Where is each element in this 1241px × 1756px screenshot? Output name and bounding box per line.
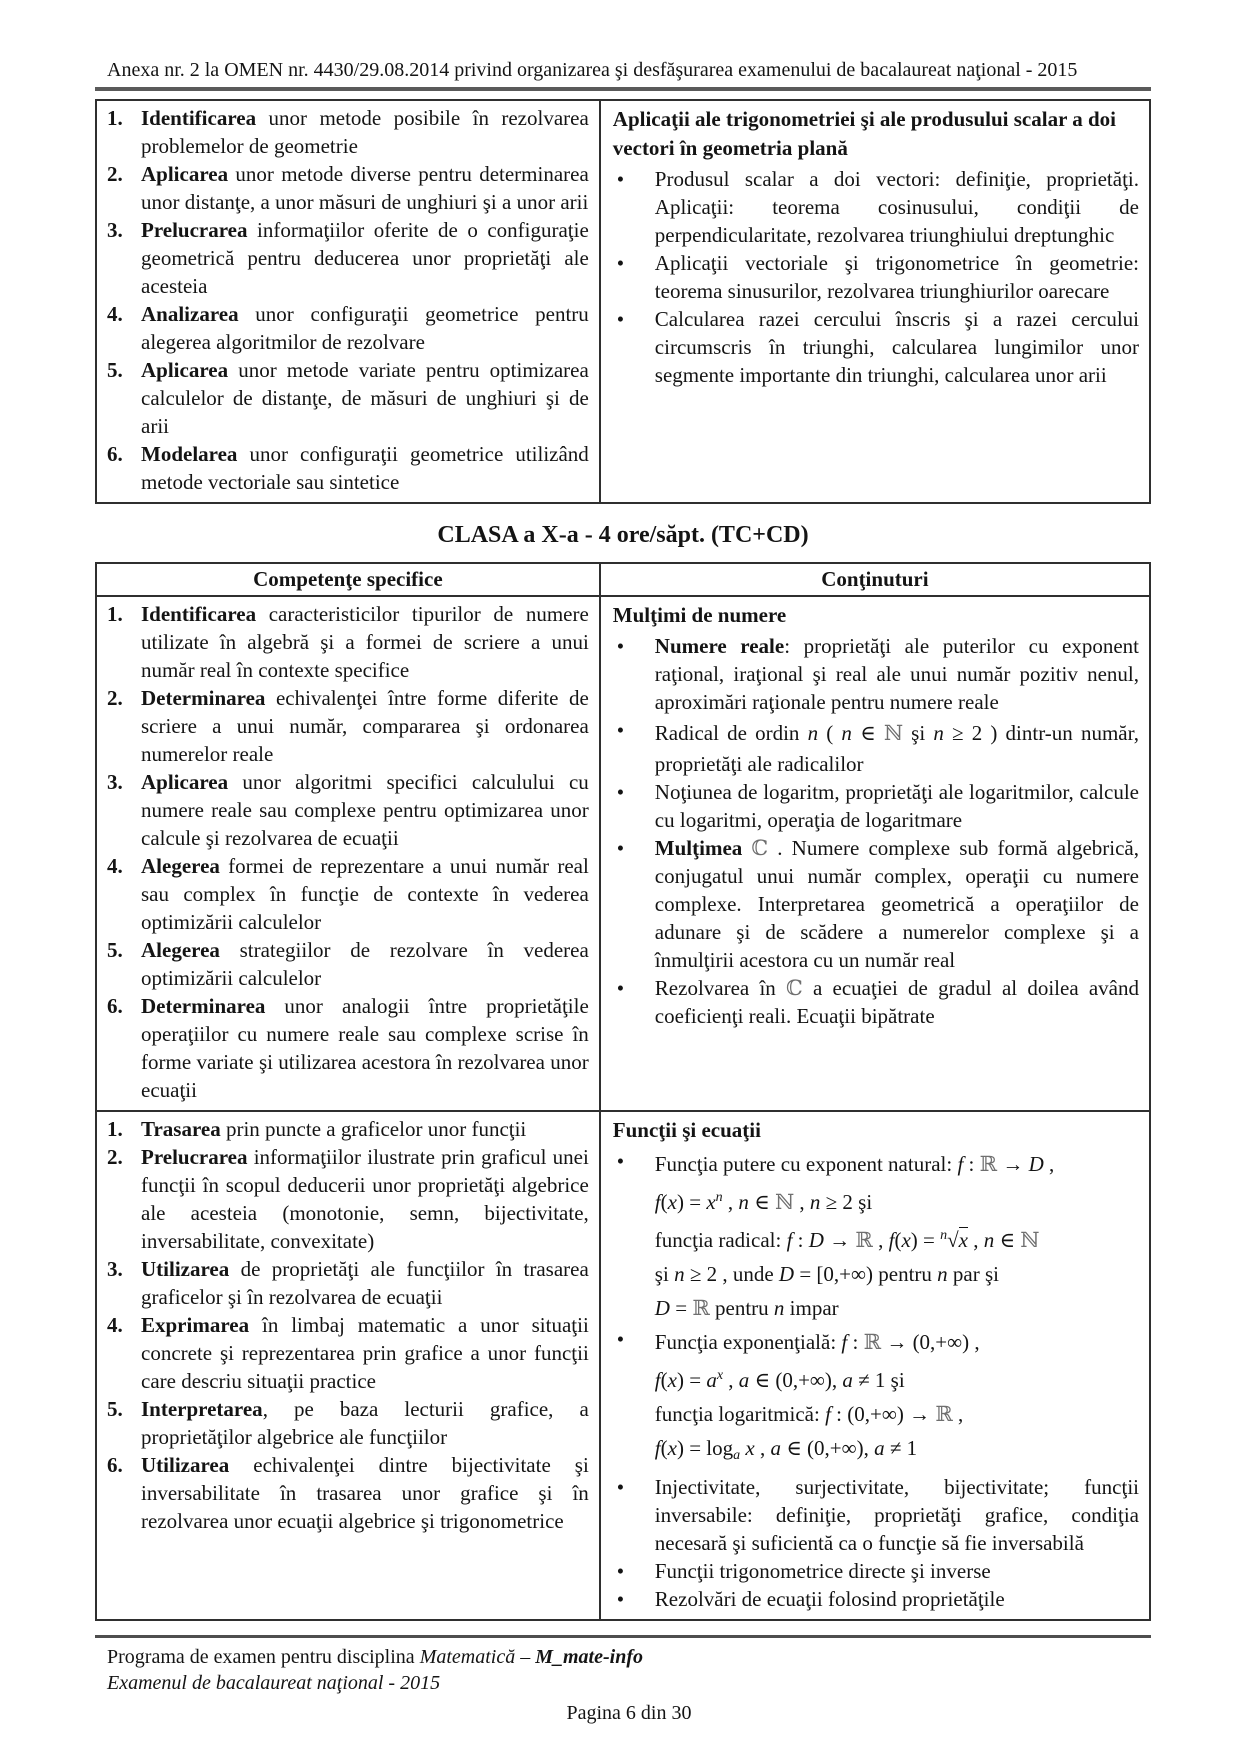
item-text: Prelucrarea informaţiilor oferite de o configuraţie geometrică pentru deducerea unor proprietăţi ale acesteia — [141, 218, 589, 298]
table-row — [96, 100, 1150, 503]
item-number: 1. — [107, 602, 123, 626]
bullet-item — [609, 716, 1141, 778]
item-number: 3. — [107, 1257, 123, 1281]
bullet-icon: • — [616, 1327, 625, 1351]
bullet-text: Aplicaţii vectoriale şi trigonometrice în geometrie: teorema sinusurilor, rezolvarea triunghiurilor oarecare — [654, 251, 1139, 303]
bullet-item — [609, 632, 1141, 716]
item-text: Determinarea unor analogii între proprietăţile operaţiilor cu numere reale sau complexe scrise în forme variate şi utilizarea acestora în rezolvarea unor ecuaţii — [141, 994, 589, 1102]
column-header-contents: Conţinuturi — [600, 563, 1150, 596]
bullet-item — [609, 305, 1141, 389]
item-number: 4. — [107, 1313, 123, 1337]
list-item — [105, 356, 591, 440]
list-item — [105, 104, 591, 160]
item-number: 5. — [107, 938, 123, 962]
item-number: 6. — [107, 994, 123, 1018]
list-item — [105, 216, 591, 300]
table-row — [96, 596, 1150, 1111]
item-number: 6. — [107, 1453, 123, 1477]
item-text: Identificarea caracteristicilor tipurilor de numere utilizate în algebră şi a formei de scriere a unui număr real în contexte specifice — [141, 602, 589, 682]
item-number: 3. — [107, 770, 123, 794]
list-item — [105, 1143, 591, 1255]
document-header — [95, 58, 1151, 91]
item-number: 1. — [107, 1117, 123, 1141]
bullet-text: Numere reale: proprietăţi ale puterilor cu exponent raţional, iraţional şi real ale unui număr pozitiv nenul, aproximări raţionale pentru numere reale — [654, 634, 1139, 714]
bullet-text: Radical de ordin n ( n ∈ ℕ şi n ≥ 2 ) dintr-un număr, proprietăţi ale radicalilor — [654, 721, 1139, 776]
item-text: Identificarea unor metode posibile în rezolvarea problemelor de geometrie — [141, 106, 589, 158]
item-text: Modelarea unor configuraţii geometrice utilizând metode vectoriale sau sintetice — [141, 442, 589, 494]
bullet-item — [609, 1473, 1141, 1557]
bullet-item — [609, 1557, 1141, 1585]
list-item — [105, 440, 591, 496]
list-item — [105, 768, 591, 852]
item-text: Exprimarea în limbaj matematic a unor situaţii concrete şi reprezentarea prin grafice a unor funcţii care descriu situaţii practice — [141, 1313, 589, 1393]
item-text: Trasarea prin puncte a graficelor unor funcţii — [141, 1117, 527, 1141]
bullet-icon: • — [616, 780, 625, 804]
list-item — [105, 1311, 591, 1395]
competences-cell — [96, 1111, 600, 1620]
header-text: Anexa nr. 2 la OMEN nr. 4430/29.08.2014 privind organizarea şi desfăşurarea examenului de bacalaureat naţional - 2015 — [107, 59, 1078, 81]
footer-program-line: Programa de examen pentru disciplina Matematică – M_mate-info — [107, 1646, 643, 1668]
bullet-text: Noţiunea de logaritm, proprietăţi ale logaritmilor, calcule cu logaritmi, operaţia de logaritmare — [654, 780, 1139, 832]
bullet-item — [609, 1585, 1141, 1613]
list-item — [105, 1395, 591, 1451]
bullet-icon: • — [616, 976, 625, 1000]
bullet-text: Calcularea razei cercului înscris şi a razei cercului circumscris în triunghi, calcularea lungimilor unor segmente importante din triunghi, calcularea unor arii — [654, 307, 1139, 387]
item-text: Interpretarea, pe baza lecturii grafice, a proprietăţilor algebrice ale funcţiilor — [141, 1397, 589, 1449]
item-number: 4. — [107, 302, 123, 326]
item-text: Analizarea unor configuraţii geometrice pentru alegerea algoritmilor de rezolvare — [141, 302, 589, 354]
contents-cell — [600, 100, 1150, 503]
content-section-title: Funcţii şi ecuaţii — [612, 1118, 761, 1142]
item-text: Aplicarea unor metode diverse pentru determinarea unor distanţe, a unor măsuri de unghiuri şi a unor arii — [141, 162, 589, 214]
footer-exam-line: Examenul de bacalaureat naţional - 2015 — [107, 1672, 441, 1694]
class-title: CLASA a X-a - 4 ore/săpt. (TC+CD) — [437, 522, 809, 548]
list-item — [105, 936, 591, 992]
competences-cell — [96, 596, 600, 1111]
item-number: 2. — [107, 686, 123, 710]
bullet-icon: • — [616, 634, 625, 658]
bullet-text: Rezolvarea în ℂ a ecuaţiei de gradul al doilea având coeficienţi reali. Ecuaţii bipătrate — [654, 976, 1140, 1028]
bullet-item — [609, 1147, 1141, 1325]
bullet-icon: • — [616, 836, 625, 860]
item-number: 1. — [107, 106, 123, 130]
bullet-icon: • — [616, 1559, 625, 1583]
bullet-item — [609, 165, 1141, 249]
bullet-item — [609, 974, 1141, 1030]
item-number: 6. — [107, 442, 123, 466]
list-item — [105, 1255, 591, 1311]
item-number: 2. — [107, 1145, 123, 1169]
bullet-icon: • — [616, 1149, 625, 1173]
list-item — [105, 992, 591, 1104]
bullet-icon: • — [616, 251, 625, 275]
item-text: Alegerea strategiilor de rezolvare în vederea optimizării calculelor — [141, 938, 589, 990]
content-section-title: Aplicaţii ale trigonometriei şi ale produsului scalar a doi vectori în geometria plană — [612, 107, 1117, 160]
item-text: Alegerea formei de reprezentare a unui număr real sau complex în funcţie de contexte în vederea optimizării calculelor — [141, 854, 589, 934]
table-header-row — [96, 563, 1150, 596]
class-10-table — [95, 562, 1151, 1621]
item-number: 2. — [107, 162, 123, 186]
item-number: 5. — [107, 1397, 123, 1421]
bullet-icon: • — [616, 307, 625, 331]
bullet-text: Mulţimea ℂ . Numere complexe sub formă algebrică, conjugatul unui număr complex, operaţii cu numere complexe. Interpretarea geometrică a operaţiilor de adunare şi de scădere a numerelor complexe şi a înmulţirii acestora cu un număr real — [654, 836, 1139, 972]
bullet-text: Funcţia putere cu exponent natural: f : ℝ → D , $f(x) = x^n$ , n ∈ ℕ , n ≥ 2 şi funcţia radical: f : D → ℝ , f(x) = $^n$√x , n ∈ ℕ şi n ≥ 2 , unde D = [0,+∞) pentru n par şi D = ℝ pentru n impar — [654, 1152, 1055, 1320]
contents-cell — [600, 1111, 1150, 1620]
item-text: Aplicarea unor algoritmi specifici calculului cu numere reale sau complexe pentru optimizarea unor calcule şi rezolvarea de ecuaţii — [141, 770, 589, 850]
bullet-icon: • — [616, 167, 625, 191]
competences-cell — [96, 100, 600, 503]
content-section-title: Mulţimi de numere — [612, 603, 787, 627]
list-item — [105, 300, 591, 356]
page-number: Pagina 6 din 30 — [566, 1702, 692, 1724]
item-text: Utilizarea de proprietăţi ale funcţiilor în trasarea graficelor şi în rezolvarea de ecuaţii — [141, 1257, 589, 1309]
bullet-icon: • — [616, 718, 625, 742]
contents-cell — [600, 596, 1150, 1111]
list-item — [105, 160, 591, 216]
bullet-item — [609, 1325, 1141, 1473]
bullet-text: Funcţii trigonometrice directe şi inverse — [654, 1559, 991, 1583]
bullet-item — [609, 778, 1141, 834]
item-text: Prelucrarea informaţiilor ilustrate prin graficul unei funcţii în scopul deducerii unor proprietăţi algebrice ale acesteia (monotonie, semn, bijectivitate, inversabilitate, convexitate) — [141, 1145, 589, 1253]
item-number: 3. — [107, 218, 123, 242]
geometry-competences-table — [95, 99, 1151, 504]
bullet-text: Injectivitate, surjectivitate, bijectivitate; funcţii inversabile: definiţie, proprietăţi grafice, condiţia necesară şi suficientă ca o funcţie să fie inversabilă — [654, 1475, 1139, 1555]
bullet-icon: • — [616, 1475, 625, 1499]
bullet-item — [609, 249, 1141, 305]
list-item — [105, 852, 591, 936]
item-number: 5. — [107, 358, 123, 382]
list-item — [105, 684, 591, 768]
list-item — [105, 1115, 591, 1143]
item-text: Determinarea echivalenţei între forme diferite de scriere a unui număr, compararea şi ordonarea numerelor reale — [141, 686, 589, 766]
table-row — [96, 1111, 1150, 1620]
column-header-competences: Competenţe specifice — [96, 563, 600, 596]
list-item — [105, 1451, 591, 1535]
item-number: 4. — [107, 854, 123, 878]
bullet-text: Funcţia exponenţială: f : ℝ → (0,+∞) , $f(x) = a^x$ , a ∈ (0,+∞), a ≠ 1 şi funcţia logaritmică: f : (0,+∞) → ℝ , f(x) = loga x , a ∈ (0,+∞), a ≠ 1 — [654, 1330, 980, 1463]
bullet-text: Produsul scalar a doi vectori: definiţie, proprietăţi. Aplicaţii: teorema cosinusului, condiţii de perpendicularitate, rezolvarea triunghiului dreptunghic — [654, 167, 1139, 247]
item-text: Utilizarea echivalenţei dintre bijectivitate şi inversabilitate în trasarea unor grafice şi în rezolvarea unor ecuaţii algebrice şi trigonometrice — [141, 1453, 589, 1533]
bullet-icon: • — [616, 1587, 625, 1611]
item-text: Aplicarea unor metode variate pentru optimizarea calculelor de distanţe, de măsuri de unghiuri şi de arii — [141, 358, 589, 438]
list-item — [105, 600, 591, 684]
document-footer — [95, 1635, 1151, 1726]
bullet-item — [609, 834, 1141, 974]
bullet-text: Rezolvări de ecuaţii folosind proprietăţile — [654, 1587, 1005, 1611]
